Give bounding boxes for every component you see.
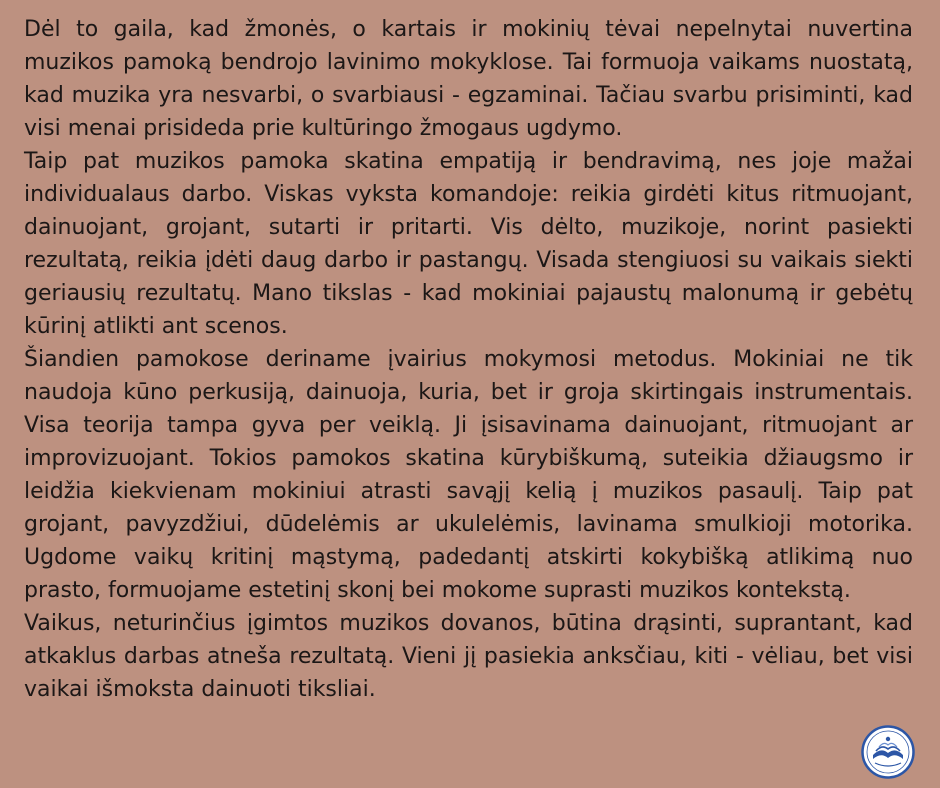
paragraph-3: Šiandien pamokose deriname įvairius mokymosi metodus. Mokiniai ne tik naudoja kūno perkusiją, dainuoja, kuria, bet ir groja skirtingais instrumentais. Visa teorija tampa gyva per veiklą. Ji įsisavinama dainuojant, ritmuojant ar improvizuojant. Tokios pamokos skatina kūrybiškumą, suteikia džiaugsmo ir leidžia kiekvienam mokiniui atrasti savąjį kelią į muzikos pasaulį. Taip pat grojant, pavyzdžiui, dūdelėmis ar ukulelėmis, lavinama smulkioji motorika. Ugdome vaikų kritinį mąstymą, padedantį atskirti kokybišką atlikimą nuo prasto, formuojame estetinį skonį bei mokome suprasti muzikos kontekstą. (24, 347, 913, 603)
paragraph-4: Vaikus, neturinčius įgimtos muzikos dovanos, būtina drąsinti, suprantant, kad atkaklus darbas atneša rezultatą. Vieni jį pasiekia anksčiau, kiti - vėliau, bet visi vaikai išmoksta dainuoti tiksliai. (24, 611, 913, 702)
paragraph-2: Taip pat muzikos pamoka skatina empatiją ir bendravimą, nes joje mažai individualaus darbo. Viskas vyksta komandoje: reikia girdėti kitus ritmuojant, dainuojant, grojant, sutarti ir pritarti. Vis dėlto, muzikoje, norint pasiekti rezultatą, reikia įdėti daug darbo ir pastangų. Visada stengiuosi su vaikais siekti geriausių rezultatų. Mano tikslas - kad mokiniai pajaustų malonumą ir gebėtų kūrinį atlikti ant scenos. (24, 149, 913, 339)
school-emblem-icon (861, 725, 915, 779)
paragraph-1: Dėl to gaila, kad žmonės, o kartais ir mokinių tėvai nepelnytai nuvertina muzikos pamoką bendrojo lavinimo mokyklose. Tai formuoja vaikams nuostatą, kad muzika yra nesvarbi, o svarbiausi - egzaminai. Tačiau svarbu prisiminti, kad visi menai prisideda prie kultūringo žmogaus ugdymo. (24, 17, 913, 141)
article-text (24, 13, 913, 706)
